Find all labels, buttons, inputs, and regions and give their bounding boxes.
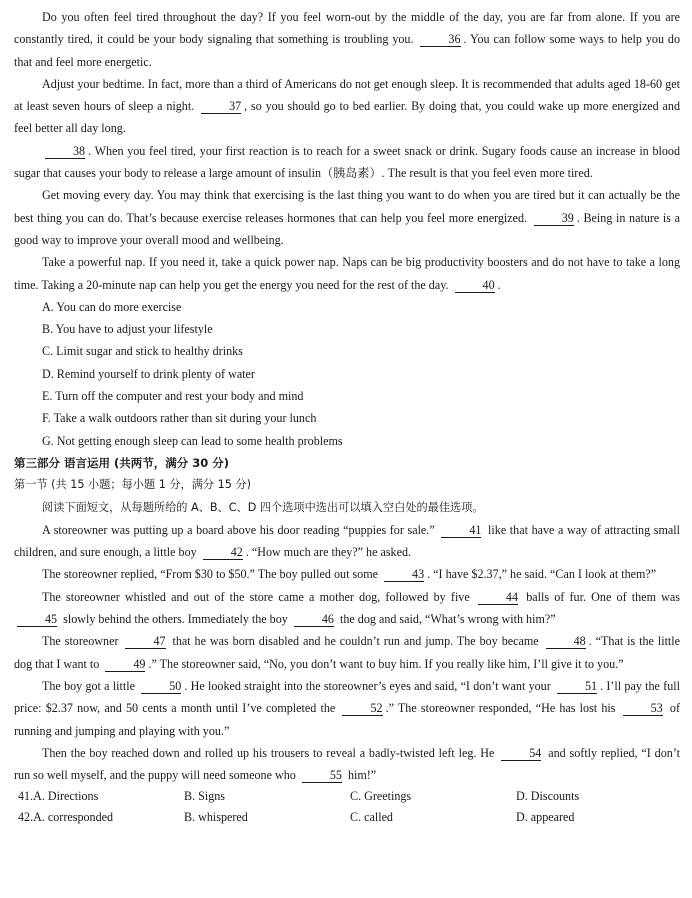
exam-page [14,6,680,828]
cloze-paragraph-2 [14,563,680,585]
paragraph-3 [14,140,680,185]
answer-option-41c[interactable]: C. Greetings [350,789,412,804]
text: The storeowner replied, “From $30 to $50.” The boy pulled out some [42,567,378,582]
text: . “I have $2.37,” he said. “Can I look at them?” [427,567,657,582]
instruction: 阅读下面短文，从每题所给的 A、B、C、D 四个选项中选出可以填入空白处的最佳选项。 [42,500,484,514]
option-g[interactable]: G. Not getting enough sleep can lead to some health problems [42,433,343,448]
answer-option-41b[interactable]: B. Signs [184,789,225,804]
text: the dog and said, “What’s wrong with him?” [339,612,556,627]
text: slowly behind the others. Immediately the boy [63,612,288,627]
option-e[interactable]: E. Turn off the computer and rest your body and mind [42,389,304,404]
blank-49[interactable]: 49 [105,658,145,672]
blank-55[interactable]: 55 [302,769,342,783]
subsection-title: 第一节 (共 15 小题；每小题 1 分，满分 15 分) [14,478,252,492]
text: like that have a way of attracting small children, and sure enough, a little boy [14,522,680,560]
option-b[interactable]: B. You have to adjust your lifestyle [42,322,213,337]
blank-38[interactable]: 38 [45,145,85,159]
text: . “How much are they?” he asked. [245,545,412,560]
answer-option-42b[interactable]: B. whispered [184,810,248,825]
answer-option-42d[interactable]: D. appeared [516,810,575,825]
text: . When you feel tired, your first reaction is to reach for a sweet snack or drink. Sugary foods cause an increase in blood sugar that causes your body to release a large amount of insulin（胰岛素）. The result is that you feel even more tired. [14,143,680,181]
text: . He looked straight into the storeowner’s eyes and said, “I don’t want your [184,678,551,693]
blank-48[interactable]: 48 [546,635,586,649]
option-a[interactable]: A. You can do more exercise [42,299,182,314]
text: Adjust your bedtime. In fact, more than a third of Americans do not get enough sleep. It is recommended that adults aged 18-60 get at least seven hours of sleep a night. [14,76,680,114]
blank-50[interactable]: 50 [141,680,181,694]
text: A storeowner was putting up a board above his door reading “puppies for sale.” [42,522,435,537]
blank-47[interactable]: 47 [125,635,165,649]
text: The boy got a little [42,678,135,693]
cloze-paragraph-1 [14,519,680,564]
text: , so you should go to bed earlier. By doing that, you could wake up more energized and feel better all day long. [14,99,681,136]
cloze-paragraph-3 [14,586,680,631]
section-title: 第三部分 语言运用 (共两节，满分 30 分) [14,455,230,470]
paragraph-2 [14,73,680,140]
blank-51[interactable]: 51 [557,680,597,694]
answer-option-42a[interactable]: 42.A. corresponded [18,810,114,825]
blank-54[interactable]: 54 [501,747,541,761]
text: that he was born disabled and he couldn’t run and jump. The boy became [172,634,539,649]
text: Get moving every day. You may think that exercising is the last thing you want to do when you are tired but it can actually be the best thing you can do. That’s because exercise releases hormones that can help you feel more energized. [14,188,680,225]
blank-46[interactable]: 46 [294,613,334,627]
option-f[interactable]: F. Take a walk outdoors rather than sit during your lunch [42,411,317,426]
text: . I’ll pay the full price: $2.37 now, and 50 cents a month until I’ve completed the [14,678,680,716]
text: Do you often feel tired throughout the day? If you feel worn-out by the middle of the day, you are far from alone. If you are constantly tired, it could be your body signaling that something is troubling you. [14,10,680,47]
text: . Being in nature is a good way to improve your overall mood and wellbeing. [14,210,680,247]
answer-row-41 [14,786,680,807]
paragraph-4 [14,184,680,251]
paragraph-1 [14,6,680,73]
text: . You can follow some ways to help you do that and feel more energetic. [14,32,680,69]
text: The storeowner whistled and out of the store came a mother dog, followed by five [42,589,470,604]
blank-52[interactable]: 52 [342,702,382,716]
blank-41[interactable]: 41 [441,524,481,538]
text: and softly replied, “I don’t run so well myself, and the puppy will need someone who [14,745,680,783]
blank-39[interactable]: 39 [534,212,574,226]
blank-43[interactable]: 43 [384,568,424,582]
text: balls of fur. One of them was [526,589,680,604]
cloze-paragraph-4 [14,630,680,675]
text: Take a powerful nap. If you need it, take a quick power nap. Naps can be big productivity boosters and do not have to take a long time. Taking a 20-minute nap can help you get the energy you need for the rest of the day. [14,255,680,292]
option-d[interactable]: D. Remind yourself to drink plenty of water [42,366,255,381]
text: him!” [347,768,377,783]
answer-option-41a[interactable]: 41.A. Directions [18,789,99,804]
text: Then the boy reached down and rolled up his trousers to reveal a badly-twisted left leg. He [42,745,495,760]
answer-option-41d[interactable]: D. Discounts [516,789,580,804]
text: .” The storeowner responded, “He has lost his [385,701,616,716]
text: of running and jumping and playing with you.” [14,701,680,738]
text: The storeowner [42,634,119,649]
blank-37[interactable]: 37 [201,100,241,114]
blank-44[interactable]: 44 [478,591,518,605]
answer-option-42c[interactable]: C. called [350,810,393,825]
text: . “That is the little dog that I want to [14,634,681,671]
cloze-paragraph-6 [14,742,680,787]
options-list [14,296,680,452]
cloze-paragraph-5 [14,675,680,742]
blank-42[interactable]: 42 [203,546,243,560]
text: . [497,277,501,292]
blank-40[interactable]: 40 [455,279,495,293]
blank-45[interactable]: 45 [17,613,57,627]
blank-53[interactable]: 53 [623,702,663,716]
blank-36[interactable]: 36 [420,33,460,47]
paragraph-5 [14,251,680,296]
answer-row-42 [14,807,680,828]
text: .” The storeowner said, “No, you don’t want to buy him. If you really like him, I’ll give it to you.” [148,656,624,671]
option-c[interactable]: C. Limit sugar and stick to healthy drinks [42,344,243,359]
